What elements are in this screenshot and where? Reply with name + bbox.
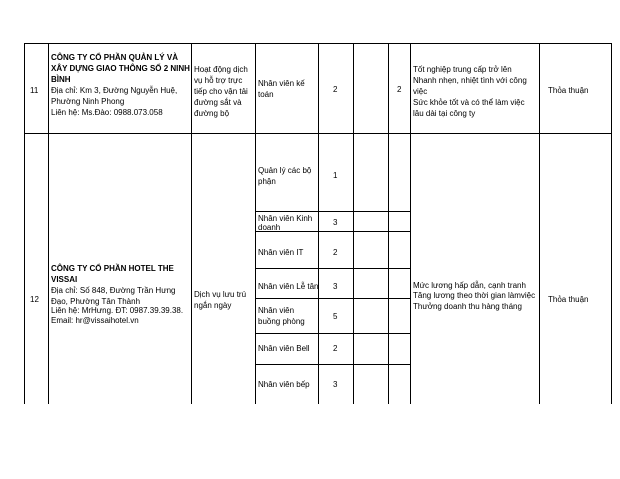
col-border bbox=[353, 43, 354, 404]
company-name: CÔNG TY CỔ PHẦN HOTEL THE bbox=[51, 264, 174, 273]
salary: Thỏa thuận bbox=[548, 86, 589, 95]
position-quantity: 3 bbox=[333, 380, 338, 389]
col-border bbox=[539, 43, 540, 404]
activity-text: đường sắt và bbox=[194, 98, 242, 107]
position-quantity: 5 bbox=[333, 312, 338, 321]
company-name: VISSAI bbox=[51, 275, 78, 284]
company-email: Email: hr@vissaihotel.vn bbox=[51, 316, 139, 325]
position-name: buồng phòng bbox=[258, 317, 305, 326]
activity-text: đường bộ bbox=[194, 109, 230, 118]
col-border bbox=[410, 43, 411, 404]
company-name: BÌNH bbox=[51, 75, 71, 84]
position-divider bbox=[255, 364, 410, 365]
requirement-text: Mức lương hấp dẫn, cạnh tranh bbox=[413, 281, 526, 290]
position-name: Nhân viên kế bbox=[258, 79, 305, 88]
activity-text: tiếp cho vận tải bbox=[194, 87, 248, 96]
position-divider bbox=[255, 211, 410, 212]
position-name: Nhân viên bếp bbox=[258, 380, 310, 389]
col-border bbox=[318, 43, 319, 404]
col-border bbox=[24, 43, 25, 404]
position-name: Quản lý các bộ bbox=[258, 166, 312, 175]
company-name: XÂY DỰNG GIAO THÔNG SỐ 2 NINH bbox=[51, 64, 190, 73]
position-name: Nhân viên Kinh bbox=[258, 214, 313, 223]
company-address: Địa chỉ: Số 848, Đường Trần Hưng bbox=[51, 286, 176, 295]
requirement-text: Sức khỏe tốt và có thể làm việc bbox=[413, 98, 525, 107]
position-name: toán bbox=[258, 90, 274, 99]
position-quantity: 3 bbox=[333, 282, 338, 291]
company-name: CÔNG TY CỔ PHẦN QUẢN LÝ VÀ bbox=[51, 53, 178, 62]
quantity-extra: 2 bbox=[397, 85, 402, 94]
activity-text: ngắn ngày bbox=[194, 301, 232, 310]
company-contact: Liên hệ: MrHưng. ĐT: 0987.39.39.38. bbox=[51, 306, 184, 315]
requirement-text: lâu dài tại công ty bbox=[413, 109, 476, 118]
position-divider bbox=[255, 333, 410, 334]
company-contact: Liên hệ: Ms.Đào: 0988.073.058 bbox=[51, 108, 163, 117]
col-border bbox=[191, 43, 192, 404]
company-address: Phường Ninh Phong bbox=[51, 97, 125, 106]
salary: Thỏa thuận bbox=[548, 295, 589, 304]
position-name: Nhân viên IT bbox=[258, 248, 304, 257]
position-divider bbox=[255, 268, 410, 269]
position-quantity: 2 bbox=[333, 344, 338, 353]
position-divider bbox=[255, 298, 410, 299]
activity-text: Dịch vụ lưu trú bbox=[194, 290, 247, 299]
quantity: 2 bbox=[333, 85, 338, 94]
requirement-text: Nhanh nhẹn, nhiệt tình với công bbox=[413, 76, 527, 85]
position-name: Nhân viên Lễ tân bbox=[258, 282, 319, 291]
company-address: Đạo, Phường Tân Thành bbox=[51, 297, 141, 306]
row-number: 12 bbox=[30, 295, 39, 304]
col-border bbox=[611, 43, 612, 404]
position-quantity: 3 bbox=[333, 218, 338, 227]
requirement-text: Tăng lương theo thời gian làmviệc bbox=[413, 291, 536, 300]
position-name: Nhân viên bbox=[258, 306, 295, 315]
row-number: 11 bbox=[30, 86, 39, 95]
col-border bbox=[388, 43, 389, 404]
col-border bbox=[48, 43, 49, 404]
company-address: Địa chỉ: Km 3, Đường Nguyễn Huệ, bbox=[51, 86, 178, 95]
position-quantity: 1 bbox=[333, 171, 338, 180]
position-name: doanh bbox=[258, 223, 281, 232]
activity-text: vụ hỗ trợ trực bbox=[194, 76, 243, 85]
position-name: Nhân viên Bell bbox=[258, 344, 310, 353]
activity-text: Hoạt động dịch bbox=[194, 65, 248, 74]
position-quantity: 2 bbox=[333, 248, 338, 257]
requirement-text: việc bbox=[413, 87, 428, 96]
requirement-text: Tốt nghiệp trung cấp trở lên bbox=[413, 65, 512, 74]
requirement-text: Thưởng doanh thu hàng tháng bbox=[413, 302, 522, 311]
position-name: phận bbox=[258, 177, 276, 186]
col-border bbox=[255, 43, 256, 404]
